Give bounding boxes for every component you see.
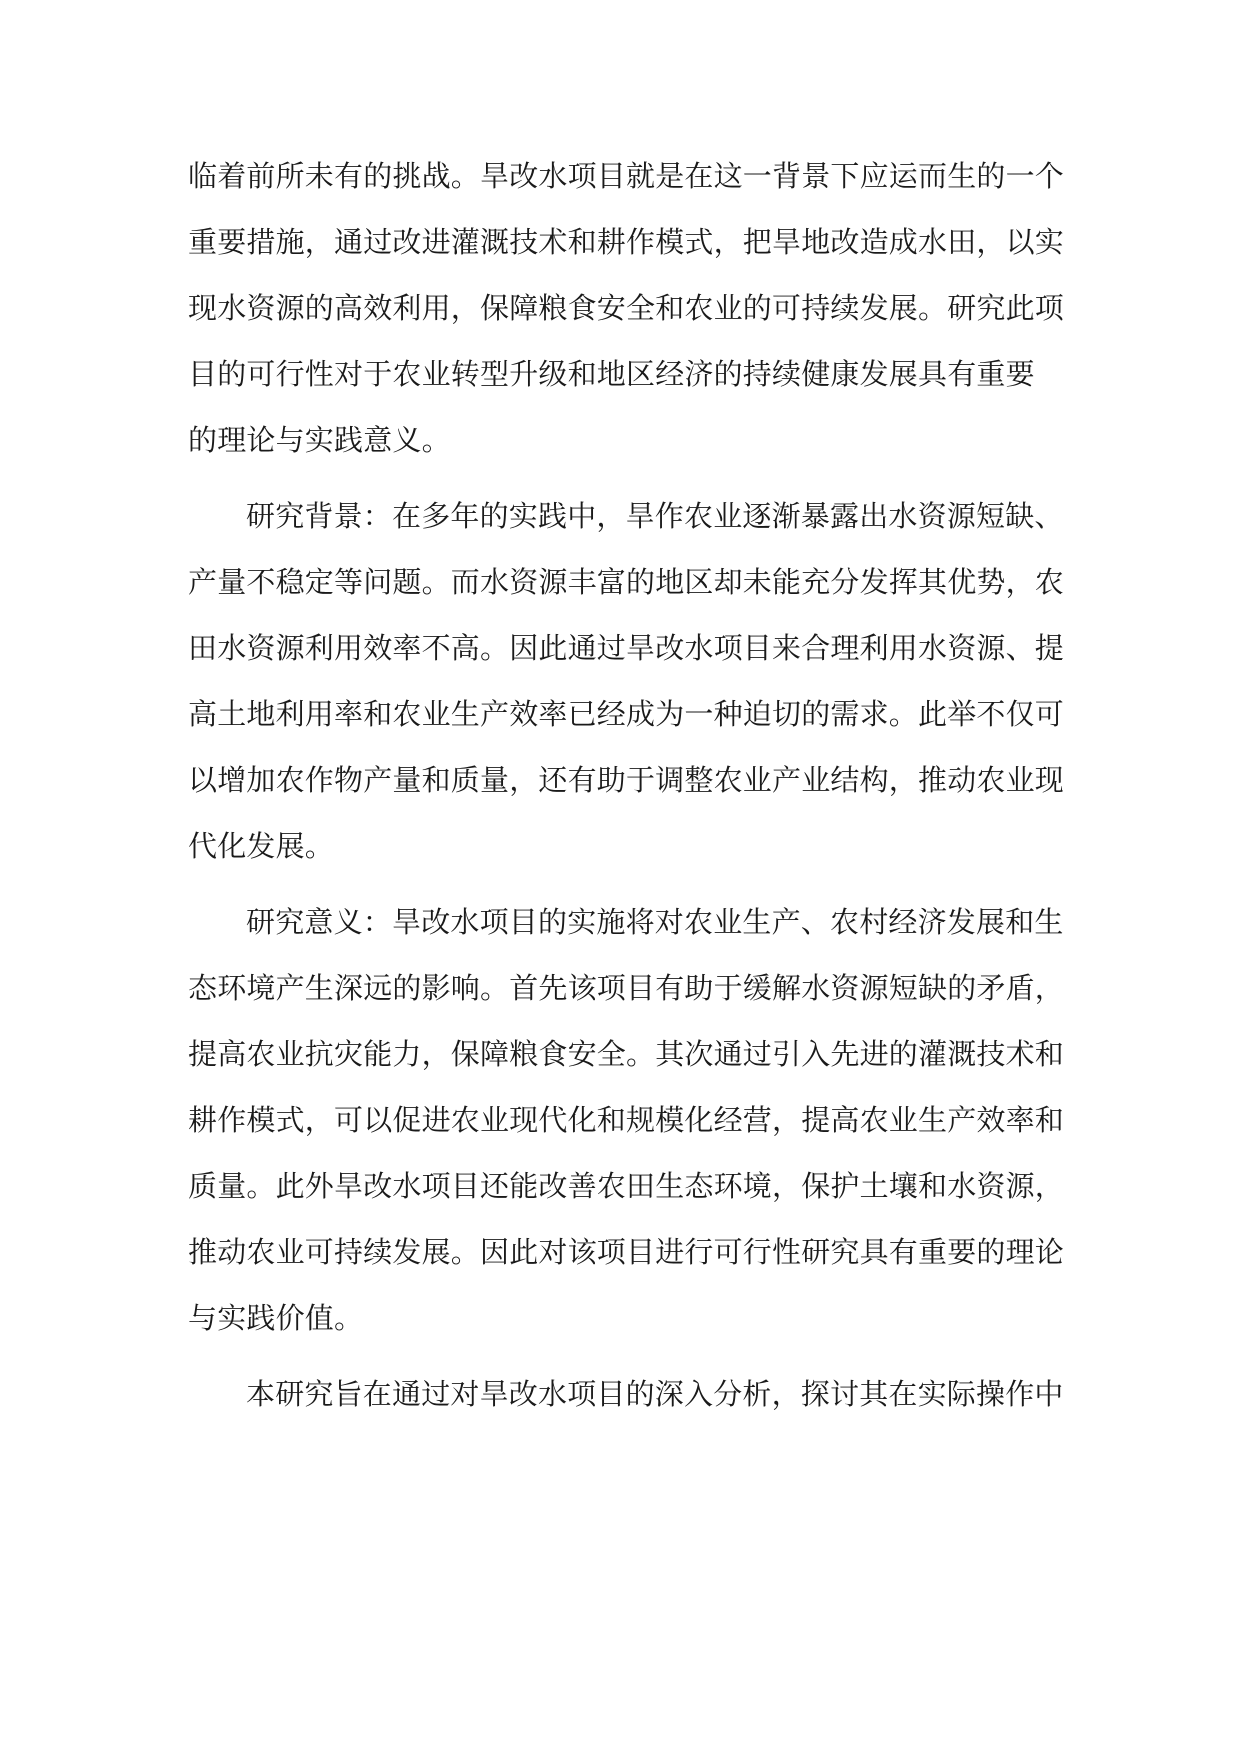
text-line: 提高农业抗灾能力，保障粮食安全。其次通过引入先进的灌溉技术和 [188, 1037, 1065, 1071]
text-line: 推动农业可持续发展。因此对该项目进行可行性研究具有重要的理论 [188, 1235, 1065, 1269]
text-line: 重要措施，通过改进灌溉技术和耕作模式，把旱地改造成水田，以实 [188, 225, 1065, 259]
text-line: 研究背景：在多年的实践中，旱作农业逐渐暴露出水资源短缺、 [246, 499, 1064, 533]
document-body [188, 143, 1068, 1427]
text-line: 田水资源利用效率不高。因此通过旱改水项目来合理利用水资源、提 [188, 631, 1065, 665]
paragraph-research-aim [188, 1361, 1068, 1427]
paragraph-research-background [188, 483, 1068, 879]
text-line: 质量。此外旱改水项目还能改善农田生态环境，保护土壤和水资源， [188, 1169, 1065, 1203]
text-line: 代化发展。 [188, 829, 335, 863]
text-line: 态环境产生深远的影响。首先该项目有助于缓解水资源短缺的矛盾， [188, 971, 1065, 1005]
paragraph-gap [188, 879, 1068, 889]
paragraph-gap [188, 1351, 1068, 1361]
text-line: 与实践价值。 [188, 1301, 364, 1335]
text-line: 目的可行性对于农业转型升级和地区经济的持续健康发展具有重要 [188, 357, 1035, 391]
paragraph-continuation [188, 143, 1068, 473]
text-line: 的理论与实践意义。 [188, 423, 451, 457]
text-line: 高土地利用率和农业生产效率已经成为一种迫切的需求。此举不仅可 [188, 697, 1065, 731]
text-line: 现水资源的高效利用，保障粮食安全和农业的可持续发展。研究此项 [188, 291, 1065, 325]
paragraph-research-significance [188, 889, 1068, 1351]
text-line: 本研究旨在通过对旱改水项目的深入分析，探讨其在实际操作中 [246, 1377, 1064, 1411]
text-line: 研究意义：旱改水项目的实施将对农业生产、农村经济发展和生 [246, 905, 1064, 939]
text-line: 临着前所未有的挑战。旱改水项目就是在这一背景下应运而生的一个 [188, 159, 1065, 193]
text-line: 以增加农作物产量和质量，还有助于调整农业产业结构，推动农业现 [188, 763, 1065, 797]
paragraph-gap [188, 473, 1068, 483]
text-line: 产量不稳定等问题。而水资源丰富的地区却未能充分发挥其优势，农 [188, 565, 1065, 599]
text-line: 耕作模式，可以促进农业现代化和规模化经营，提高农业生产效率和 [188, 1103, 1065, 1137]
